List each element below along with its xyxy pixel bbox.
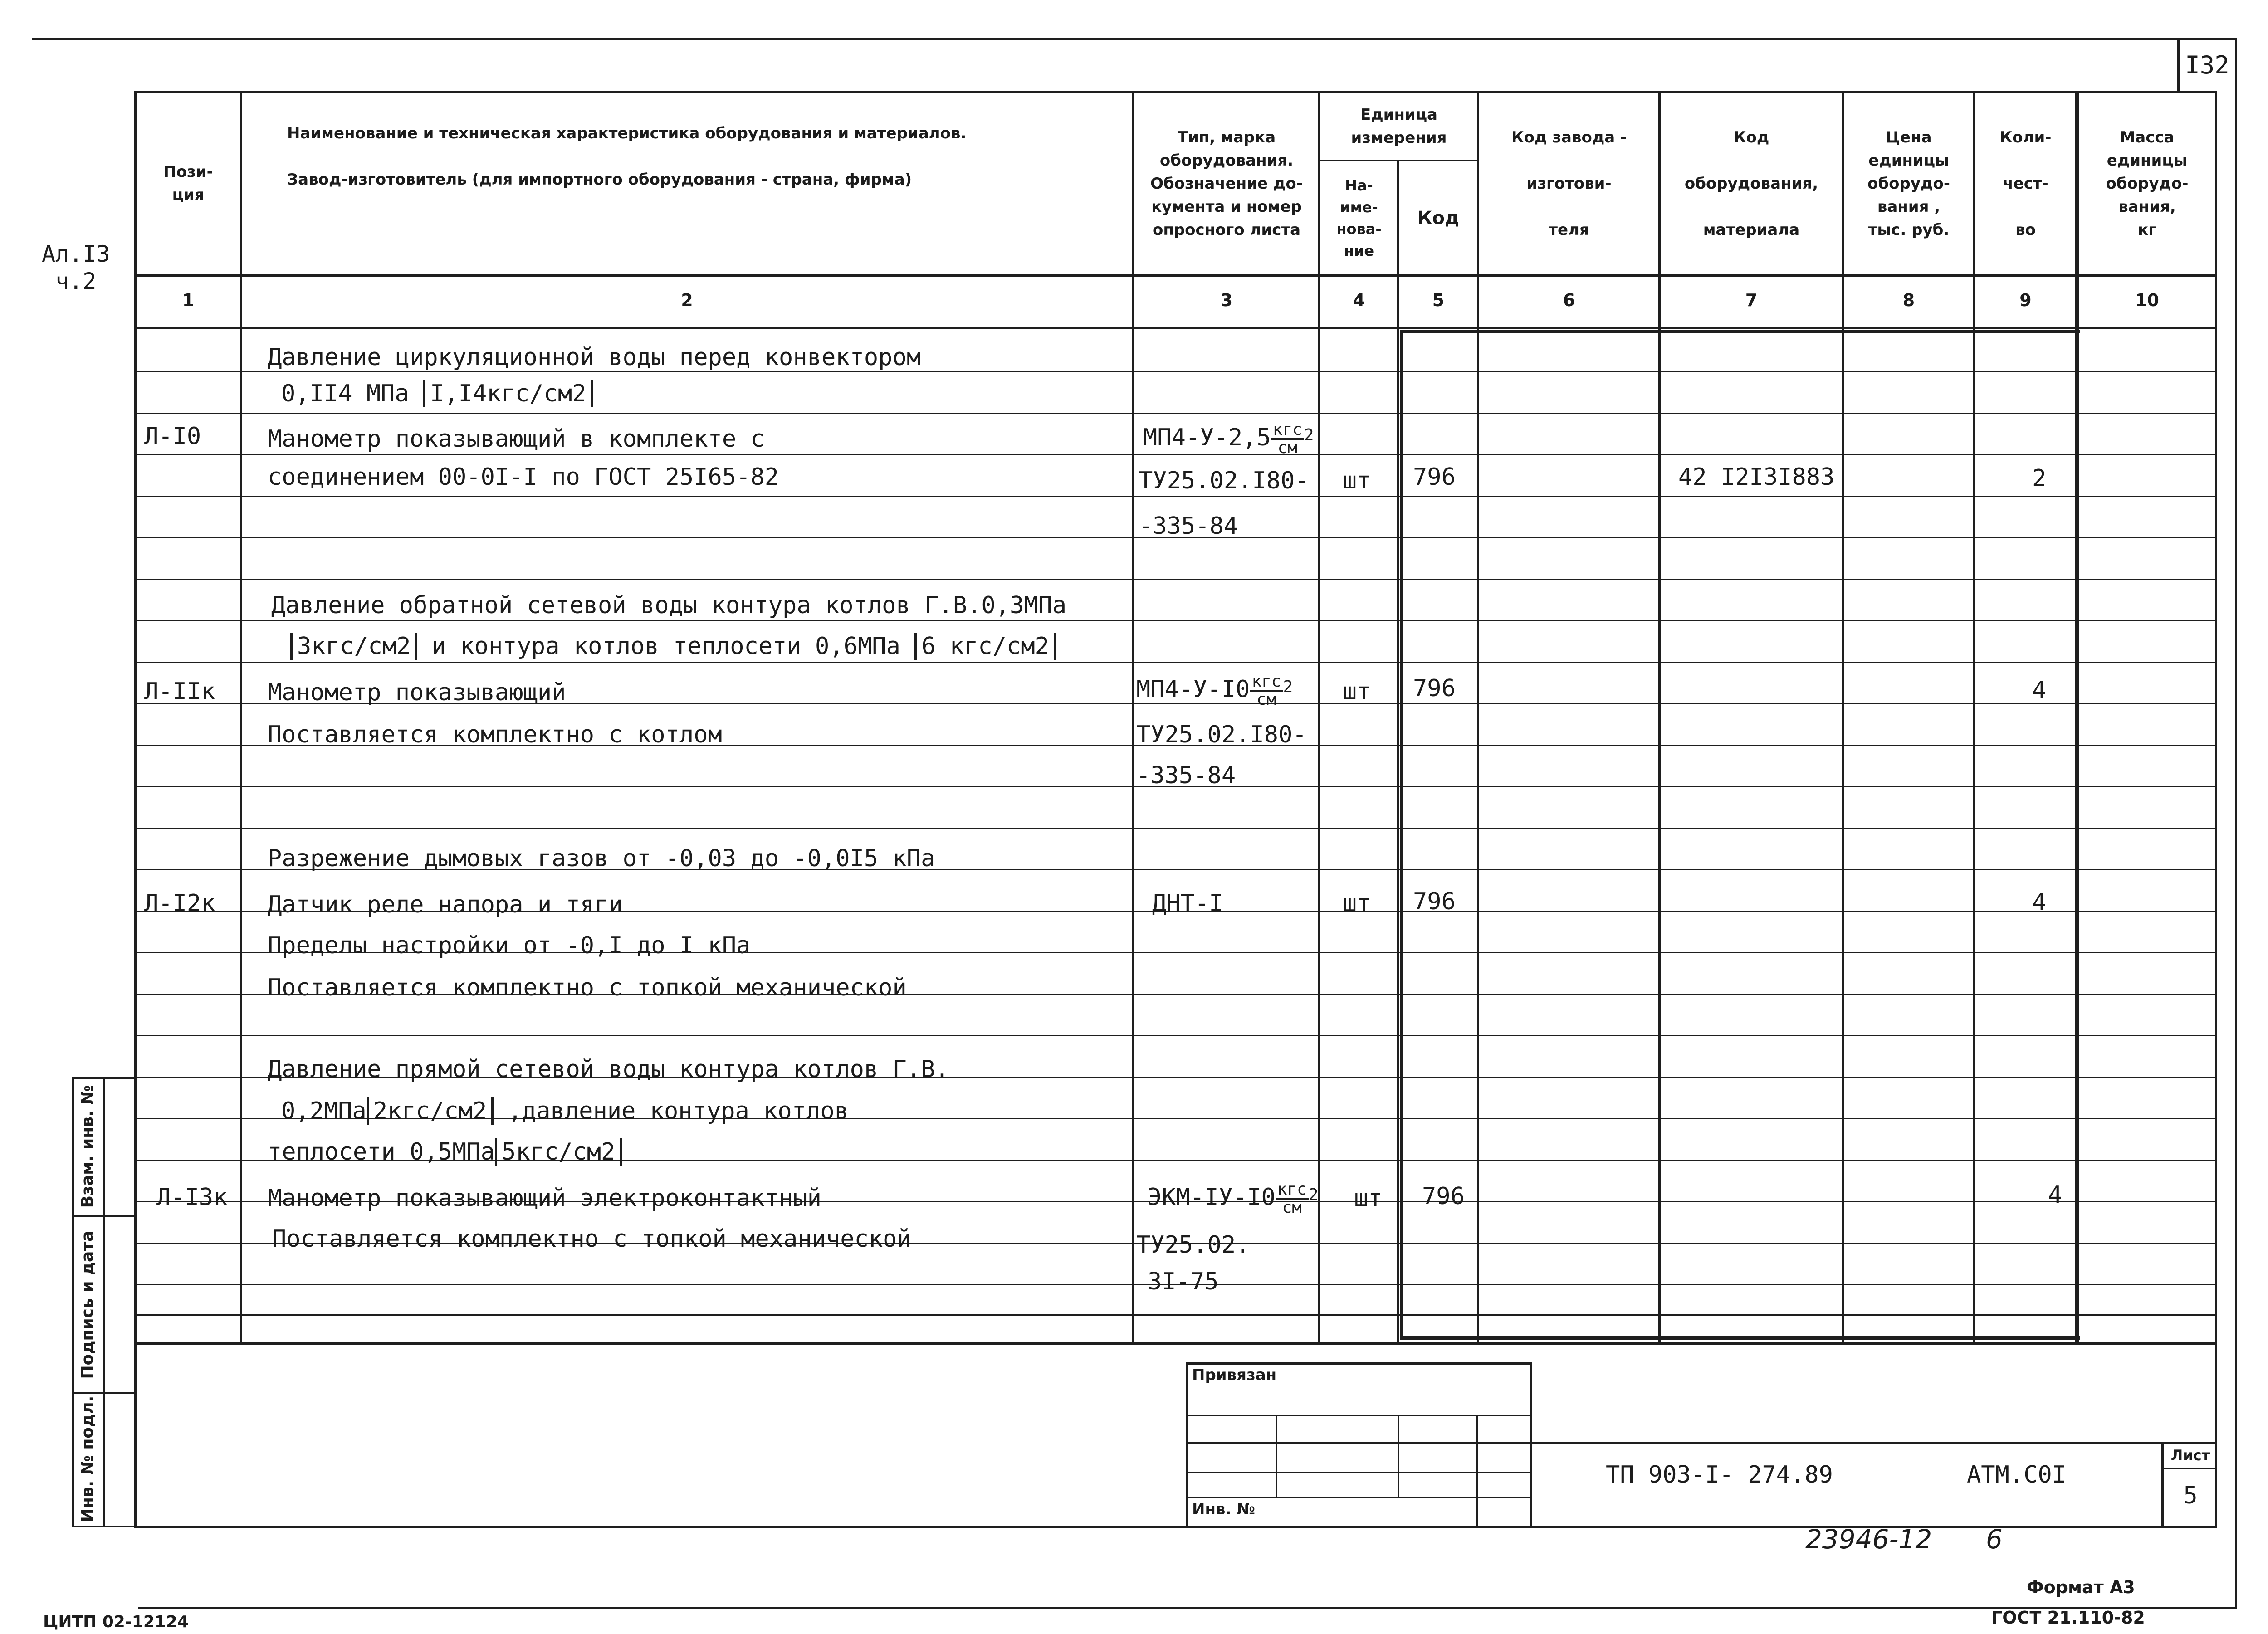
row9-type: МП4-У-I0 $\frac{\text{кгс}}{см}$ $^2$ xyxy=(1136,672,1293,709)
header-equipment-code: Код оборудования, материала xyxy=(1684,128,1818,239)
row20-bracket: 5кгс/см2 xyxy=(495,1138,622,1166)
frame-bottom xyxy=(138,1607,2237,1609)
row21-position: Л-I3к xyxy=(156,1184,228,1211)
header-position: Пози- ция xyxy=(163,163,213,204)
col-line-1 xyxy=(240,91,242,1345)
col-number-9: 9 xyxy=(2019,290,2032,310)
row4-unit: шт xyxy=(1343,467,1371,494)
inv-no-label: Инв. № xyxy=(1192,1500,1256,1518)
col-number-4: 4 xyxy=(1353,290,1365,310)
bottom-left-code: ЦИТП 02-12124 xyxy=(43,1613,189,1631)
row16-name: Поставляется комплектно с топкой механической xyxy=(268,974,907,1001)
row21-type-text: ЭКМ-IУ-I0 xyxy=(1148,1184,1276,1211)
row14-type: ДНТ-I xyxy=(1152,890,1223,917)
row4-code: 796 xyxy=(1413,463,1456,491)
row14-quantity: 4 xyxy=(2032,889,2047,916)
row18-name: Давление прямой сетевой воды контура котлов Г.В. xyxy=(268,1056,949,1083)
row8-text xyxy=(290,633,1056,660)
row11-type: -335-84 xyxy=(1136,762,1236,789)
row8-middle: и контура котлов теплосети 0,6МПа xyxy=(417,633,915,660)
header-price: Цена единицы оборудо- вания , тыс. руб. xyxy=(1867,128,1950,239)
row4-equipment-code: 42 I2I3I883 xyxy=(1678,463,1835,491)
row13-name: Разрежение дымовых газов от -0,03 до -0,0I5 кПа xyxy=(268,845,935,872)
album-label xyxy=(42,240,110,295)
row3-unit-fraction: $\frac{\text{кгс}}{см}$ xyxy=(1271,422,1304,456)
row8-bracket-1: 3кгс/см2 xyxy=(290,633,417,660)
row21-unit-fraction: $\frac{\text{кгс}}{см}$ xyxy=(1276,1181,1309,1216)
header-maker-code: Код завода - изготови- теля xyxy=(1511,128,1627,239)
doc-box-top xyxy=(1530,1442,2217,1444)
row22-name: Поставляется комплектно с топкой механической xyxy=(272,1225,911,1253)
header-unit-name: На- име- нова- ние xyxy=(1336,176,1382,259)
col-number-5: 5 xyxy=(1432,290,1445,310)
col-line-7 xyxy=(1842,91,1844,1345)
row9-position: Л-IIк xyxy=(144,678,215,705)
header-quantity: Коли- чест- во xyxy=(1999,128,2052,239)
col-number-2: 2 xyxy=(681,290,693,310)
col-line-2 xyxy=(1132,91,1134,1345)
row20-text xyxy=(268,1138,622,1166)
row19-rest: ,давление контура котлов xyxy=(494,1097,849,1125)
block-top xyxy=(1400,330,2080,333)
numbers-bottom xyxy=(135,327,2217,329)
row10-type: ТУ25.02.I80- xyxy=(1136,721,1307,748)
col-line-5 xyxy=(1477,91,1479,1345)
side-stamp-inv-podl: Инв. № подл. xyxy=(78,1395,97,1522)
header-type: Тип, марка оборудования. Обозначение до- кумента и номер опросного листа xyxy=(1150,128,1303,239)
header-mass: Масса единицы оборудо- вания, кг xyxy=(2106,128,2189,239)
side-stamp-vzam: Взам. инв. № xyxy=(78,1085,97,1208)
frame-right xyxy=(2235,38,2237,1608)
doc-mark: АТМ.С0I xyxy=(1967,1461,2067,1488)
col-number-7: 7 xyxy=(1745,290,1758,310)
row23-type: 3I-75 xyxy=(1148,1268,1219,1295)
block-bottom xyxy=(1400,1336,2080,1340)
row7-name: Давление обратной сетевой воды контура котлов Г.В.0,3МПа xyxy=(271,592,1067,619)
row21-code: 796 xyxy=(1422,1183,1465,1210)
row3-type-text: МП4-У-2,5 xyxy=(1143,424,1271,451)
row21-unit: шт xyxy=(1354,1185,1383,1212)
col-line-9 xyxy=(2075,91,2079,1345)
row15-name: Пределы настройки от -0,I до I кПа xyxy=(268,932,751,959)
row9-name: Манометр показывающий xyxy=(268,679,566,706)
list-box-mid xyxy=(2161,1468,2217,1469)
row14-unit: шт xyxy=(1343,890,1371,917)
col-line-8 xyxy=(1973,91,1975,1345)
row14-code: 796 xyxy=(1413,888,1456,915)
header-unit-group: Единица измерения xyxy=(1351,105,1447,147)
col-number-1: 1 xyxy=(182,290,195,310)
archive-sheet: 6 xyxy=(1986,1524,2003,1555)
row10-name: Поставляется комплектно с котлом xyxy=(268,721,722,748)
row4-name: соединением 00-0I-I по ГОСТ 25I65-82 xyxy=(268,463,779,491)
sheet-number: I32 xyxy=(2185,51,2229,79)
row9-quantity: 4 xyxy=(2032,677,2047,704)
row4-quantity: 2 xyxy=(2032,465,2047,492)
header-bottom xyxy=(135,274,2217,277)
row14-position: Л-I2к xyxy=(144,890,215,917)
row22-type: ТУ25.02. xyxy=(1136,1231,1250,1258)
row20-pressure: теплосети 0,5МПа xyxy=(268,1138,495,1166)
album-line1: Ал.I3 xyxy=(42,241,110,267)
col-number-6: 6 xyxy=(1563,290,1575,310)
album-line2: ч.2 xyxy=(55,268,97,294)
archive-number: 23946-12 xyxy=(1805,1524,1932,1555)
list-number: 5 xyxy=(2183,1482,2198,1509)
row9-code: 796 xyxy=(1413,675,1456,702)
row4-type: ТУ25.02.I80- xyxy=(1139,467,1309,494)
col-line-3 xyxy=(1318,91,1320,1345)
row8-bracket-2: 6 кгс/см2 xyxy=(914,633,1056,660)
col-line-6 xyxy=(1658,91,1661,1345)
sheet-box-left xyxy=(2177,38,2180,93)
row21-type: ЭКМ-IУ-I0 $\frac{\text{кгс}}{см}$ $^2$ xyxy=(1148,1180,1319,1217)
row19-bracket: 2кгс/см2 xyxy=(367,1097,494,1125)
header-unit-code: Код xyxy=(1417,207,1460,229)
format-label: Формат А3 xyxy=(2027,1577,2135,1597)
col-line-4b xyxy=(1400,330,1403,1340)
row21-quantity: 4 xyxy=(2048,1181,2063,1209)
row9-type-text: МП4-У-I0 xyxy=(1136,676,1250,703)
header-name: Наименование и техническая характеристика оборудования и материалов. Завод-изготовитель (для импортного оборудования - страна, фирма) xyxy=(287,124,967,189)
format-gost: ГОСТ 21.110-82 xyxy=(1991,1608,2145,1626)
row2-pressure: 0,II4 МПа xyxy=(281,380,424,407)
row2-value xyxy=(281,380,593,407)
col-number-8: 8 xyxy=(1902,290,1915,310)
row19-pressure: 0,2МПа xyxy=(281,1097,367,1125)
row19-text xyxy=(281,1097,849,1125)
doc-code: ТП 903-I- 274.89 xyxy=(1606,1461,1833,1488)
col-line-4 xyxy=(1397,160,1399,1345)
row14-name: Датчик реле напора и тяги xyxy=(268,891,623,918)
row21-name: Манометр показывающий электроконтактный xyxy=(268,1185,821,1212)
col-number-3: 3 xyxy=(1220,290,1233,310)
row2-bracket: I,I4кгс/см2 xyxy=(423,380,593,407)
table-bottom xyxy=(135,1342,2217,1345)
row3-position: Л-I0 xyxy=(144,423,201,450)
row3-name: Манометр показывающий в комплекте с xyxy=(268,425,765,453)
row9-unit-fraction: $\frac{\text{кгс}}{см}$ xyxy=(1250,673,1283,708)
row5-type: -335-84 xyxy=(1139,512,1238,540)
row3-type: МП4-У-2,5 $\frac{\text{кгс}}{см}$ $^2$ xyxy=(1143,420,1314,457)
col-number-10: 10 xyxy=(2135,290,2159,310)
privyazan-label: Привязан xyxy=(1192,1366,1277,1384)
top-rule xyxy=(32,38,2236,40)
list-label: Лист xyxy=(2170,1447,2210,1464)
side-stamp-podpis: Подпись и дата xyxy=(78,1230,97,1379)
row9-unit: шт xyxy=(1343,678,1371,705)
row1-name: Давление циркуляционной воды перед конвектором xyxy=(268,344,921,371)
